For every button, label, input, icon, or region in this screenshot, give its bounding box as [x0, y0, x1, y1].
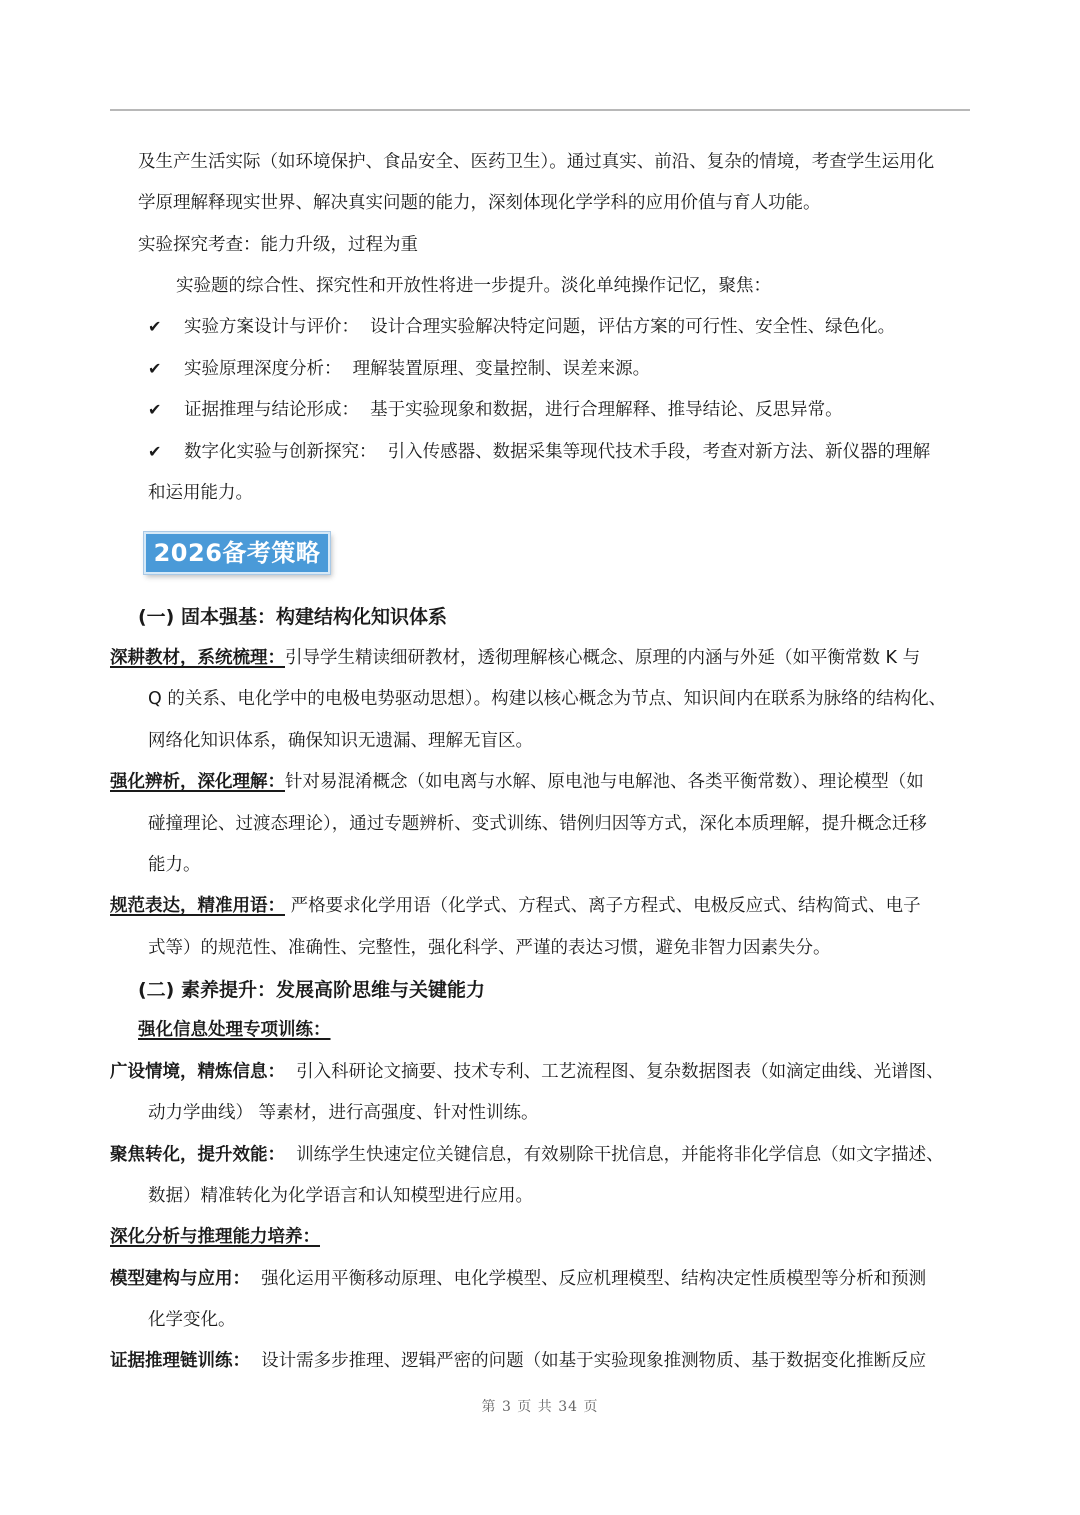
item-label: 广设情境，精炼信息：	[110, 1062, 285, 1082]
item-line	[110, 770, 924, 794]
header-rule	[110, 109, 970, 111]
check-label: 证据推理与结论形成：	[184, 400, 359, 420]
item-label: 证据推理链训练：	[110, 1351, 250, 1371]
check-label: 数字化实验与创新探究：	[184, 442, 377, 462]
item-label: 规范表达，精准用语：	[110, 896, 285, 916]
check-text: 理解装置原理、变量控制、误差来源。	[352, 359, 651, 379]
check-icon: ✔	[148, 442, 162, 461]
paragraph-line: 学原理解释现实世界、解决真实问题的能力，深刻体现化学学科的应用价值与育人功能。	[138, 193, 821, 213]
item-label: 深耕教材，系统梳理：	[110, 648, 285, 668]
check-item	[184, 440, 930, 464]
check-label: 实验原理深度分析：	[184, 359, 342, 379]
item-line: 动力学曲线） 等素材，进行高强度、针对性训练。	[148, 1103, 539, 1123]
item-line	[110, 1060, 944, 1084]
section-heading: (二) 素养提升：发展高阶思维与关键能力	[138, 979, 485, 1001]
item-text: 训练学生快速定位关键信息，有效剔除干扰信息，并能将非化学信息（如文字描述、	[296, 1145, 944, 1165]
item-line	[110, 646, 920, 670]
item-label: 模型建构与应用：	[110, 1269, 250, 1289]
check-text: 基于实验现象和数据，进行合理解释、推导结论、反思异常。	[370, 400, 843, 420]
subsection-title: 深化分析与推理能力培养：	[110, 1227, 320, 1247]
section-heading: (一) 固本强基：构建结构化知识体系	[138, 606, 447, 628]
experiment-title: 实验探究考查：能力升级，过程为重	[138, 235, 418, 255]
check-item	[184, 315, 895, 339]
item-label: 强化辨析，深化理解：	[110, 772, 285, 792]
item-line	[110, 1267, 926, 1291]
item-line: 化学变化。	[148, 1310, 236, 1330]
page-number: 第 3 页 共 34 页	[481, 1399, 599, 1415]
item-line: 碰撞理论、过渡态理论），通过专题辨析、变式训练、错例归因等方式，深化本质理解，提升概念迁移	[148, 814, 927, 834]
item-text: 引导学生精读细研教材，透彻理解核心概念、原理的内涵与外延（如平衡常数 K 与	[285, 648, 921, 668]
item-line	[110, 894, 921, 918]
item-line: 网络化知识体系，确保知识无遗漏、理解无盲区。	[148, 731, 533, 751]
check-text: 引入传感器、数据采集等现代技术手段，考查对新方法、新仪器的理解	[387, 442, 931, 462]
check-icon: ✔	[148, 400, 162, 419]
item-text: 严格要求化学用语（化学式、方程式、离子方程式、电极反应式、结构简式、电子	[290, 896, 921, 916]
check-icon: ✔	[148, 359, 162, 378]
check-icon: ✔	[148, 317, 162, 336]
item-text: 强化运用平衡移动原理、电化学模型、反应机理模型、结构决定性质模型等分析和预测	[261, 1269, 927, 1289]
item-label: 聚焦转化，提升效能：	[110, 1145, 285, 1165]
check-text: 设计合理实验解决特定问题，评估方案的可行性、安全性、绿色化。	[370, 317, 896, 337]
item-text: 针对易混淆概念（如电离与水解、原电池与电解池、各类平衡常数）、理论模型（如	[285, 772, 924, 792]
paragraph-line: 及生产生活实际（如环境保护、食品安全、医药卫生）。通过真实、前沿、复杂的情境，考查学生运用化	[138, 152, 935, 172]
check-item-continued: 和运用能力。	[148, 483, 253, 503]
subsection-title: 强化信息处理专项训练：	[138, 1020, 331, 1040]
item-text: 引入科研论文摘要、技术专利、工艺流程图、复杂数据图表（如滴定曲线、光谱图、	[296, 1062, 944, 1082]
strategy-badge: 2026备考策略	[144, 532, 330, 574]
check-item	[184, 357, 650, 381]
experiment-intro: 实验题的综合性、探究性和开放性将进一步提升。淡化单纯操作记忆，聚焦：	[176, 276, 771, 296]
check-label: 实验方案设计与评价：	[184, 317, 359, 337]
item-line: 式等）的规范性、准确性、完整性，强化科学、严谨的表达习惯，避免非智力因素失分。	[148, 938, 831, 958]
item-line: Q 的关系、电化学中的电极电势驱动思想）。构建以核心概念为节点、知识间内在联系为脉络的结构化、	[148, 689, 947, 709]
item-line: 数据）精准转化为化学语言和认知模型进行应用。	[148, 1186, 533, 1206]
item-text: 设计需多步推理、逻辑严密的问题（如基于实验现象推测物质、基于数据变化推断反应	[261, 1351, 927, 1371]
item-line	[110, 1143, 944, 1167]
item-line: 能力。	[148, 855, 201, 875]
check-item	[184, 398, 843, 422]
item-line	[110, 1349, 926, 1373]
